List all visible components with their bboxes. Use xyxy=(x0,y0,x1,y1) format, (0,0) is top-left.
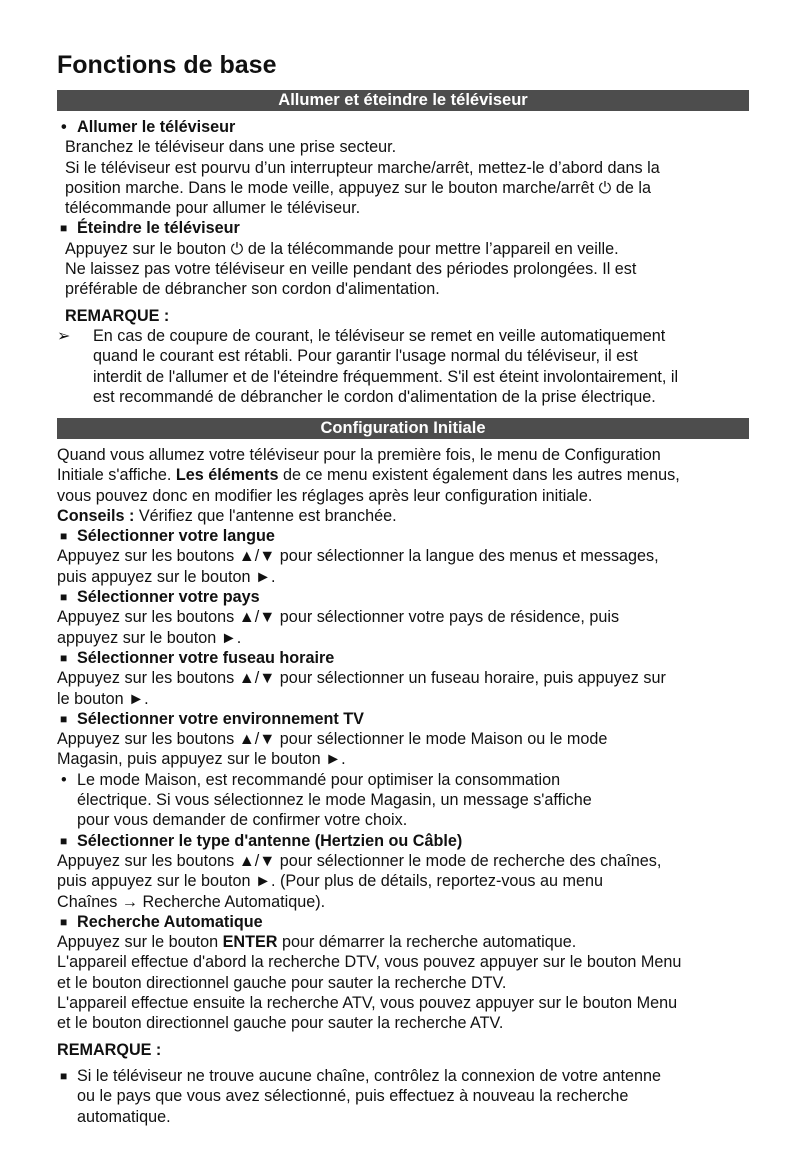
text-line: Le mode Maison, est recommandé pour optimiser la consommation xyxy=(77,770,561,789)
text-line: et le bouton directionnel gauche pour sauter la recherche DTV. xyxy=(57,973,507,992)
note-label: REMARQUE : xyxy=(65,306,170,325)
heading-auto-search: ■ Recherche Automatique xyxy=(60,912,263,931)
on-paragraph xyxy=(57,137,757,218)
intro-line: Quand vous allumez votre téléviseur pour la première fois, le menu de Configuration xyxy=(57,446,661,464)
bullet-square: ■ xyxy=(60,914,68,929)
text-line: Appuyez sur les boutons ▲/▼ pour sélectionner votre pays de résidence, puis xyxy=(57,608,620,627)
env-bullet xyxy=(57,770,757,831)
text-line: Ne laissez pas votre téléviseur en veille pendant des périodes prolongées. Il est xyxy=(65,260,637,279)
text-line: appuyez sur le bouton ►. xyxy=(57,628,242,647)
text-line: puis appuyez sur le bouton ►. (Pour plus de détails, reportez-vous au menu xyxy=(57,872,604,891)
bullet-square: ■ xyxy=(60,1068,68,1083)
heading-antenna: ■ Sélectionner le type d'antenne (Hertzien ou Câble) xyxy=(60,831,463,850)
intro-line: vous pouvez donc en modifier les réglages après leur configuration initiale. xyxy=(57,486,593,505)
text-line: est recommandé de débrancher le cordon d'alimentation de la prise électrique. xyxy=(93,387,656,406)
text-line: L'appareil effectue d'abord la recherche DTV, vous pouvez appuyer sur le bouton Menu xyxy=(57,953,682,972)
text-line: ou le pays que vous avez sélectionné, puis effectuez à nouveau la recherche xyxy=(77,1087,629,1106)
bullet-dot: • xyxy=(61,118,67,136)
bullet-dot: • xyxy=(61,770,67,789)
text-line: Appuyez sur le bouton ⏻ de la télécommande pour mettre l’appareil en veille. xyxy=(65,239,619,258)
text-line: préférable de débrancher son cordon d'alimentation. xyxy=(65,280,440,299)
section-setup xyxy=(57,445,757,1127)
note-item xyxy=(57,1066,757,1127)
heading-country: ■ Sélectionner votre pays xyxy=(60,588,260,607)
text-line: Magasin, puis appuyez sur le bouton ►. xyxy=(57,750,346,769)
text-line: télécommande pour allumer le téléviseur. xyxy=(65,199,361,218)
text-line: Si le téléviseur ne trouve aucune chaîne, contrôlez la connexion de votre antenne xyxy=(77,1066,662,1085)
text-line: Appuyez sur les boutons ▲/▼ pour sélectionner la langue des menus et messages, xyxy=(57,547,659,566)
bullet-heading-off: ■ Éteindre le téléviseur xyxy=(60,219,240,238)
text-line: Appuyez sur le bouton ENTER pour démarrer la recherche automatique. xyxy=(57,933,577,952)
bullet-square: ■ xyxy=(60,221,68,236)
text-line: Branchez le téléviseur dans une prise secteur. xyxy=(65,138,397,157)
text-line: Appuyez sur les boutons ▲/▼ pour sélectionner un fuseau horaire, puis appuyez sur xyxy=(57,669,666,688)
off-paragraph xyxy=(57,239,757,300)
text-line: L'appareil effectue ensuite la recherche ATV, vous pouvez appuyer sur le bouton Menu xyxy=(57,994,678,1013)
text-line: quand le courant est rétabli. Pour garantir l'usage normal du téléviseur, il est xyxy=(93,347,638,366)
section-power xyxy=(57,117,757,407)
text-line: En cas de coupure de courant, le téléviseur se remet en veille automatiquement xyxy=(93,326,666,345)
bullet-square: ■ xyxy=(60,590,68,605)
text-line: Appuyez sur les boutons ▲/▼ pour sélectionner le mode Maison ou le mode xyxy=(57,730,608,749)
bullet-square: ■ xyxy=(60,833,68,848)
tip-line: Conseils : Vérifiez que l'antenne est branchée. xyxy=(57,506,397,525)
section-header-setup: Configuration Initiale xyxy=(57,418,749,439)
text-line: pour vous demander de confirmer votre choix. xyxy=(77,811,408,830)
heading-language: ■ Sélectionner votre langue xyxy=(60,527,275,546)
text-line: et le bouton directionnel gauche pour sauter la recherche ATV. xyxy=(57,1014,504,1033)
arrow-bullet-icon: ➢ xyxy=(57,326,71,345)
text-line: puis appuyez sur le bouton ►. xyxy=(57,567,276,586)
text-line: position marche. Dans le mode veille, appuyez sur le bouton marche/arrêt ⏻ de la xyxy=(65,178,651,197)
note-label: REMARQUE : xyxy=(57,1040,162,1059)
bullet-square: ■ xyxy=(60,711,68,726)
text-line: interdit de l'allumer et de l'éteindre fréquemment. S'il est éteint involontairement, il xyxy=(93,367,679,386)
page-title: Fonctions de base xyxy=(57,51,277,79)
heading-timezone: ■ Sélectionner votre fuseau horaire xyxy=(60,648,335,667)
text-line: automatique. xyxy=(77,1107,171,1126)
bullet-square: ■ xyxy=(60,529,68,544)
heading-environment: ■ Sélectionner votre environnement TV xyxy=(60,709,364,728)
bullet-square: ■ xyxy=(60,650,68,665)
bullet-heading-on: • Allumer le téléviseur xyxy=(61,118,236,136)
section-header-power: Allumer et éteindre le téléviseur xyxy=(57,90,749,111)
text-line: Appuyez sur les boutons ▲/▼ pour sélectionner le mode de recherche des chaînes, xyxy=(57,851,662,870)
text-line: électrique. Si vous sélectionnez le mode Magasin, un message s'affiche xyxy=(77,791,592,810)
note-item xyxy=(57,326,757,407)
intro-line: Initiale s'affiche. Les éléments de ce menu existent également dans les autres menus, xyxy=(57,466,680,485)
text-line: Chaînes → Recherche Automatique). xyxy=(57,892,326,911)
text-line: Si le téléviseur est pourvu d’un interrupteur marche/arrêt, mettez-le d’abord dans la xyxy=(65,158,660,177)
text-line: le bouton ►. xyxy=(57,689,149,708)
